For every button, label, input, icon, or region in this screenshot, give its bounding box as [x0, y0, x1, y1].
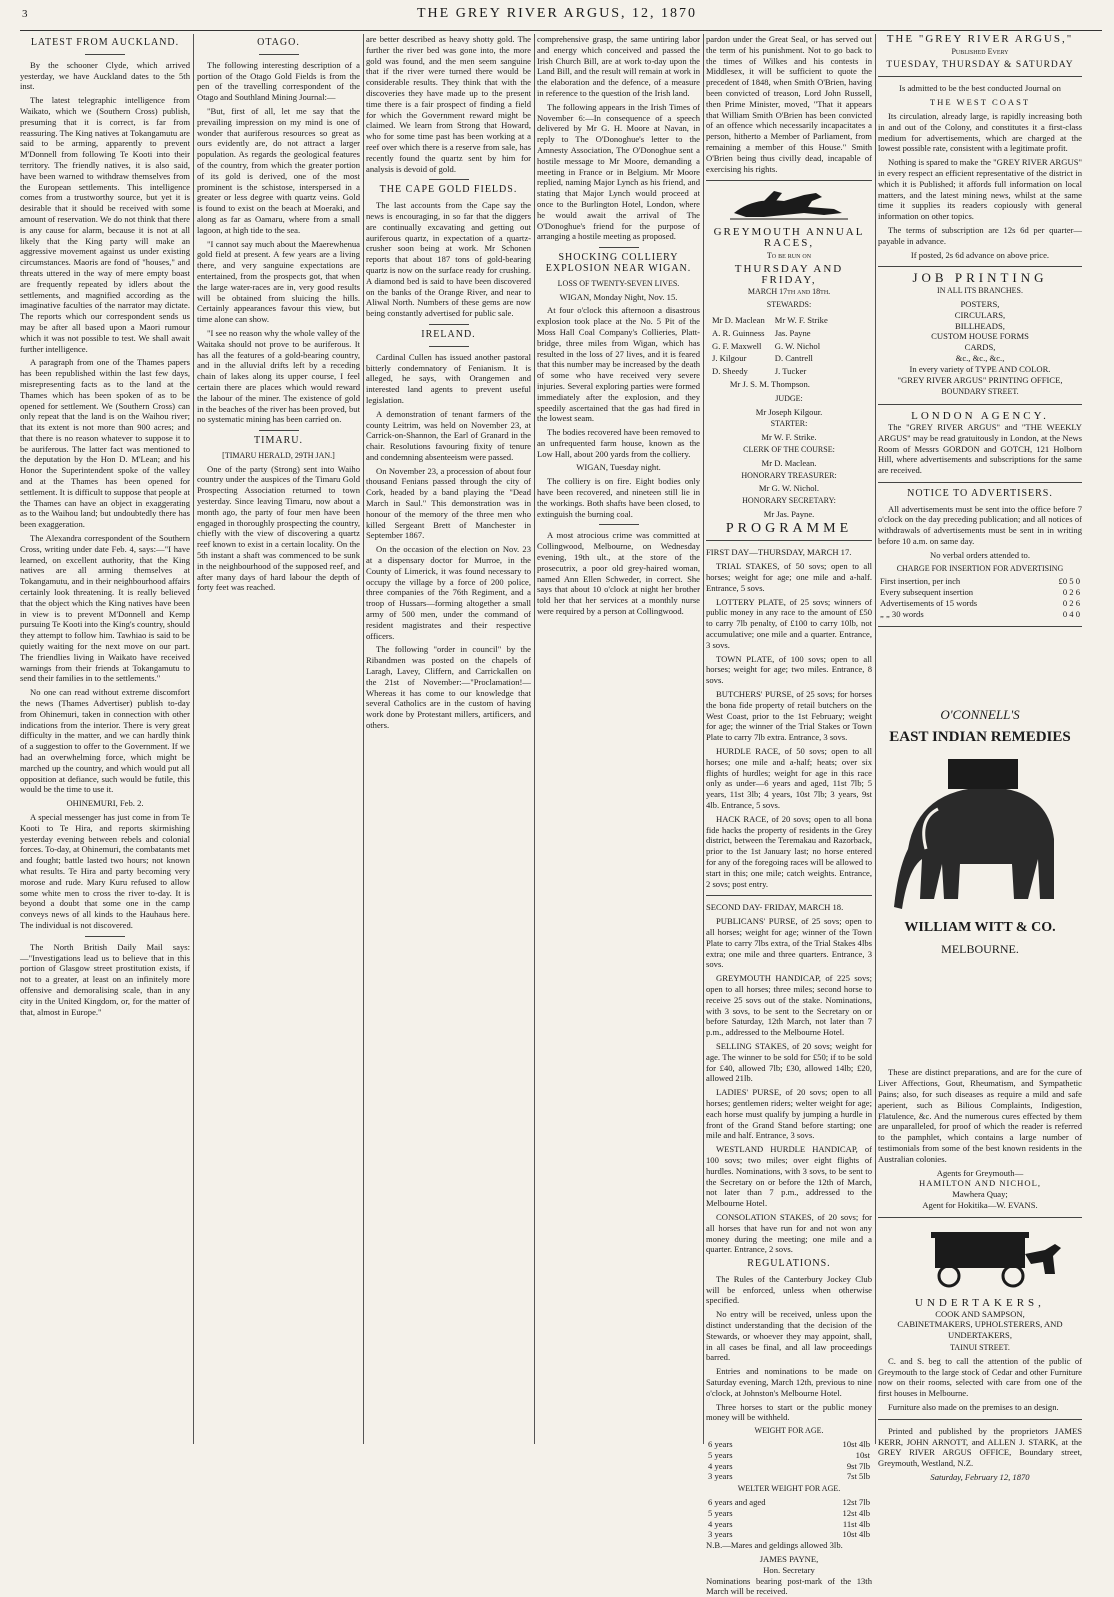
masthead-title: THE GREY RIVER ARGUS, 12, 1870: [417, 6, 697, 21]
imprint: Printed and published by the proprietors JAMES KERR, JOHN ARNOTT, and ALLEN J. STARK, at the GREY RIVER ARGUS OFFICE, Boundary street, Greymouth, Westland, N.Z.: [878, 1425, 1082, 1469]
charge-label: Advertisements of 15 words: [880, 598, 978, 609]
job-tail: In every variety of TYPE AND COLOR.: [909, 363, 1051, 374]
race-event: HACK RACE, of 20 sovs; open to all bona fide hacks the property of residents in the Grey district, between the Teremakau and Razorback, prior to the 1st January last; no horse entered for any of the foregoing races will be allowed to start in this; one mile; catch weights. Entrance, 2 sovs; post entry.: [706, 813, 872, 889]
elephant-advert-illustration: [878, 639, 1082, 1059]
note: Nominations bearing post-mark of the 13th March will be received.: [706, 1575, 872, 1597]
paragraph: A most atrocious crime was committed at Collingwood, Melbourne, on Wednesday evening, 19th ult., at the store of the prosecutrix, a poor old grey-haired woman, named Ann Ellen Schweder, in correct. She says that about 10 o'clock at night her brother told her that her services at a monthly nurse were required by a person at Collingwood.: [537, 530, 700, 617]
paragraph: On the occasion of the election on Nov. 23 at a dispensary doctor for Murroe, in the County of Limerick, it was found necessary to occupy the village by a force of 200 police, three companies of the 76th Regiment, and a troop of Hussars—forming altogether a small army of 500 men, under the command of resident magistrates and their respective officers.: [366, 544, 531, 641]
race-day-heading: FIRST DAY—THURSDAY, MARCH 17.: [706, 547, 852, 558]
agents-hokitika: Agent for Hokitika—W. EVANS.: [922, 1200, 1038, 1211]
paragraph: The following "order in council" by the Ribandmen was posted on the chapels of Laragh, Lavey, Cliffern, and Carrickallen on the 21st of November:—"Proclamation!—Whereas it has come to our knowledge that several Catholics are in the custom of having work done by Protestant millers, artificers, and others.: [366, 644, 531, 731]
steward: Mr D. Maclean: [712, 314, 765, 325]
divider: [429, 346, 469, 347]
paragraph: A paragraph from one of the Thames papers has been republished within the last few days, misrepresenting facts as to the land at the Thames which has been spoken of as to be opened for settlement. We (Southern Cross) can only repeat that the land is on the Waihou river; that its extent is not more than 900 acres; and that there is no reason whatever to suppose it to be auriferous. The latter fact was mentioned to the deputation by the Hon D. M'Lean; and his Honor the Superintendent spoke of the valley and at the Thames has been opened for settlement. It is difficult to suppose that people at the Thames can have an object in exaggerating as to the Waihou land; but undoubtedly there has been exaggeration.: [20, 357, 190, 530]
imprint-date: Saturday, February 12, 1870: [930, 1471, 1030, 1482]
page-number: 3: [22, 8, 30, 20]
divider: [429, 179, 469, 180]
column-4: [537, 34, 700, 1444]
job-printing-sub: IN ALL ITS BRANCHES.: [937, 286, 1023, 296]
hearse-icon: [895, 1224, 1065, 1294]
weight: 12st 4lb: [842, 1507, 870, 1518]
regulation: Entries and nominations to be made on Saturday evening, March 12th, previous to nine o'clock, at Johnston's Melbourne Hotel.: [706, 1366, 872, 1398]
divider: [259, 430, 299, 431]
race-event: LADIES' PURSE, of 20 sovs; open to all horses; gentlemen riders; welter weight for age; each horse must qualify by jumping a hurdle in front of the Grand Stand before starting; one mile and half. Entrance, 3 sovs.: [706, 1087, 872, 1141]
charge-price: 0 2 6: [1062, 587, 1080, 598]
dateline: WIGAN, Tuesday night.: [576, 462, 661, 473]
race-event: HURDLE RACE, of 50 sovs; open to all horses; one mile and a-half; heats; over six flights of hurdles; weight for age in this race only as under—6 years and aged, 11st 7lb; 5 years, 11st 3lb; 4 years, 10st 7lb; 3 years, 9st 4lb. Entrance, 5 sovs.: [706, 746, 872, 811]
charges-heading: CHARGE FOR INSERTION FOR ADVERTISING: [896, 563, 1064, 573]
weight: 9st 7lb: [846, 1460, 870, 1471]
race-event: BUTCHERS' PURSE, of 25 sovs; for horses the bona fide property of retail butchers on the West Coast, prior to the 1st February; weight for age; the winner of the Trial Stakes or Town Plate to carry 7lb extra. Entrance, 3 sovs.: [706, 689, 872, 743]
paragraph: The colliery is on fire. Eight bodies only have been recovered, and nineteen still lie in the workings. Both shafts have been closed, to extinguish the burning coal.: [537, 476, 700, 519]
agents-address: Mawhera Quay;: [952, 1189, 1008, 1200]
article-heading: THE CAPE GOLD FIELDS.: [379, 184, 518, 196]
signature: JAMES PAYNE,: [759, 1554, 819, 1565]
dateline: WIGAN, Monday Night, Nov. 15.: [559, 291, 678, 302]
paragraph: "I cannot say much about the Maerewhenua gold field at present. A few years are a living there, and very sanguine expectations are entertained, from the prospects got, that when the large water-races are in, very good results will be obtained from sluicing the hills. Certainly appearances favour this view, but time alone can show.: [197, 238, 360, 325]
steward: Jas. Payne: [774, 327, 811, 338]
paper-title: THE "GREY RIVER ARGUS,": [886, 33, 1074, 45]
official-role: CLERK OF THE COURSE:: [743, 444, 835, 454]
charge-label: Every subsequent insertion: [880, 587, 974, 598]
stewards-label: STEWARDS:: [766, 300, 812, 310]
programme-heading: PROGRAMME: [725, 520, 853, 536]
race-event: PUBLICANS' PURSE, of 25 sovs; open to all horses; weight for age; winner of the Town Plate to carry 7lbs extra, of the Trial Stakes 4lbs extra; one mile and three quarters. Entrance, 3 sovs.: [706, 916, 872, 970]
age: 3 years: [708, 1471, 733, 1482]
job-item: BILLHEADS,: [955, 320, 1005, 331]
steward: A. R. Guinness: [712, 327, 765, 338]
charges-table: [878, 576, 1082, 619]
undertakers-address: TAINUI STREET.: [950, 1343, 1010, 1352]
race-event: GREYMOUTH HANDICAP, of 225 sovs; open to all horses; three miles; second horse to receive 25 sovs out of the stake. Nominations, with 3 sovs, to be sent to the Secretary on or before Saturday, 12th March, not later than 7 p.m., addressed to the Melbourne Hotel.: [706, 973, 872, 1038]
official-role: STARTER:: [770, 419, 808, 429]
agents-name: HAMILTON AND NICHOL,: [919, 1178, 1041, 1189]
paragraph: Furniture also made on the premises to an design.: [888, 1401, 1059, 1412]
divider: [599, 524, 639, 525]
weights-heading: WEIGHT FOR AGE.: [754, 1426, 824, 1436]
job-printing-heading: JOB PRINTING: [912, 270, 1048, 286]
race-event: TOWN PLATE, of 100 sovs; open to all horses; weight for age; two miles. Entrance, 8 sovs.: [706, 653, 872, 686]
steward: Mr J. S. M. Thompson.: [729, 378, 810, 389]
charge-label: First insertion, per inch: [880, 576, 961, 587]
paragraph: At four o'clock this afternoon a disastrous explosion took place at the No. 5 Pit of the Moss Hall Coal Company's Collieries, Platt-bridge, three miles from Wigan, which has resulted in the loss of 27 lives, and it is feared that this number may be increased by the death of some who have received very severe injuries. Several exploring parties were formed immediately after the explosion, and they speedily ascertained that the gas had fired in the lowest seam.: [537, 305, 700, 424]
publish-days: TUESDAY, THURSDAY & SATURDAY: [886, 59, 1074, 70]
paragraph: If posted, 2s 6d advance on above price.: [910, 249, 1050, 260]
weight: 10st 4lb: [842, 1529, 870, 1540]
divider: [85, 54, 125, 55]
steward: J. Kilgour: [712, 353, 747, 364]
paragraph: Its circulation, already large, is rapidly increasing both in and out of the Colony, and constitutes it a first-class medium for advertisements, which are charged at the lowest possible rate, consistent with a legitimate profit.: [878, 110, 1082, 154]
race-event: LOTTERY PLATE, of 25 sovs; winners of public money in any race to the amount of £50 to carry 7lb penalty, of £100 to carry 10lb, not accumulative; one mile and a quarter. Entrance, 3 sovs.: [706, 596, 872, 650]
paragraph: "But, first of all, let me say that the prevailing impression on my mind is one of wonder that auriferous resources so great as ours evidently are, do not attract a larger population. As regards the geological features of the country, from which the greater portion of its gold is derived, one of the most prominent is the schistose, interspersed in a greater or less degree with quartz veins. Gold is found to exist on the beach at Moeraki, and along as far as Oamaru, where from a small lagoon, at high tide to the sea.: [197, 105, 360, 235]
divider: [878, 266, 1082, 267]
divider: [878, 626, 1082, 627]
official-role: HONORARY TREASURER:: [741, 470, 837, 480]
age: 4 years: [708, 1460, 733, 1471]
article-subheading: [TIMARU HERALD, 29TH JAN.]: [222, 450, 335, 460]
welter-heading: WELTER WEIGHT FOR AGE.: [737, 1484, 841, 1494]
paragraph: The North British Daily Mail says:—"Investigations lead us to believe that in this portion of Glasgow street prostitution exists, if not to a greater, at least on an infinitely more offensive and demoralising scale, than in any city in the United Kingdom, or, for the matter of that, almost in Europe.": [20, 941, 190, 1017]
race-event: TRIAL STAKES, of 50 sovs; open to all horses; weight for age; one mile and a-half. Entrance, 5 sovs.: [706, 561, 872, 593]
agents-label: Agents for Greymouth—: [936, 1167, 1024, 1178]
paragraph: These are distinct preparations, and are for the cure of Liver Affections, Gout, Rheumatism, and Sympathetic Pains; also, for such diseases as require a mild and safe aperient, such as Bilious Complaints, Indigestion, Flatulence, &c. And the numerous cures effected by them are unparalleled, for proof of which the reader is referred to the pamphlet, which contains a large number of testimonials from some of the best known residents in the Australian colonies.: [878, 1067, 1082, 1164]
racehorse-icon: [724, 187, 854, 223]
column-1: [20, 34, 190, 1444]
divider: [878, 482, 1082, 483]
published-label: Published Every: [951, 46, 1009, 56]
weight: 10st 4lb: [842, 1439, 870, 1450]
races-days: THURSDAY AND FRIDAY,: [734, 262, 844, 286]
article-heading: IRELAND.: [421, 328, 476, 340]
race-event: SELLING STAKES, of 20 sovs; weight for age. The winner to be sold for £50; if to be sold for £40, allowed 7lb; £30, allowed 14lb; £20, allowed 21lb.: [706, 1040, 872, 1084]
advert-line: WILLIAM WITT & CO.: [904, 919, 1056, 935]
paragraph: The latest telegraphic intelligence from Waikato, which we (Southern Cross) publish, presuming that it is correct, is far from reassuring. The King natives at Tokangamutu are said to be arming, apparently to prevent M'Donnell from following Te Kooti into their territory. The friendly natives, it is also said, have been warned to withdraw themselves from the European settlements. This intelligence comes from a trustworthy source, but yet it is desirable that it should be received with some amount of reservation. We do not think that there is any cause for alarm, because it is not at all likely that the King party will make an aggressive movement against us under existing circumstances. Maoris are fond of "houses," and threats uttered in the way of mere empty boast are frequently repeated by idlers about the settlements, and magnified according as the imaginative faculties of the narrator may dictate. The reports which our correspondent sends us may be after all based upon a Maori rumour which it was not possible to test. We shall await further intelligence.: [20, 95, 190, 354]
column-rule: [534, 34, 535, 1444]
divider: [878, 1217, 1082, 1218]
job-item: &c., &c., &c.,: [955, 352, 1005, 363]
official-name: Mr W. F. Strike.: [761, 432, 817, 443]
paragraph: On November 23, a procession of about four thousand Fenians passed through the city of Cork, headed by a band playing the "Dead March in Saul." This demonstration was in honour of the memory of the three men who killed Sergeant Brett of Manchester in September 1867.: [366, 465, 531, 541]
steward: Mr W. F. Strike: [774, 314, 828, 325]
age: 3 years: [708, 1529, 733, 1540]
paragraph: By the schooner Clyde, which arrived yesterday, we have Auckland dates to the 5th inst.: [20, 59, 190, 92]
notice-heading: NOTICE TO ADVERTISERS.: [907, 487, 1053, 499]
races-subtitle: To be run on: [766, 250, 812, 260]
advert-line: MELBOURNE.: [941, 941, 1019, 956]
official-name: Mr D. Maclean.: [761, 457, 817, 468]
age: 6 years: [708, 1439, 733, 1450]
paragraph: The bodies recovered have been removed to an unfrequented farm house, known as the Low Hall, about 200 yards from the colliery.: [537, 427, 700, 459]
regulation: The Rules of the Canterbury Jockey Club will be enforced, unless when otherwise specified.: [706, 1273, 872, 1306]
paragraph: comprehensive grasp, the same untiring labor and energy which conceived and passed the Irish Church Bill, are at work to-day upon the Land Bill, and the result will remain at work in the elaboration and the defence, of a measure in reference to the question of the Irish land.: [537, 34, 700, 98]
advert-line: EAST INDIAN REMEDIES: [889, 728, 1071, 745]
office-name: "GREY RIVER ARGUS" PRINTING OFFICE,: [897, 374, 1063, 385]
paragraph: No one can read without extreme discomfort the news (Thames Advertiser) publish to-day from Ohinemuri, taken in connection with other indications from the interior. There is very great difficulty in the matter, and we can hardly think of a suggestion to offer to the Government. If we had an overwhelming force, which might be marched up the country, and which would put all opposition at defiance, such would be futile, this would be the time to use it.: [20, 687, 190, 795]
weight: 7st 5lb: [846, 1471, 870, 1482]
regulation: Three horses to start or the public money money will be withheld.: [706, 1401, 872, 1423]
column-rule: [193, 34, 194, 1444]
steward: G. F. Maxwell: [712, 340, 762, 351]
column-rule: [875, 34, 876, 1444]
welter-table: [706, 1497, 872, 1540]
weight: 11st 4lb: [842, 1518, 870, 1529]
article-subheading: LOSS OF TWENTY-SEVEN LIVES.: [557, 278, 680, 288]
office-street: BOUNDARY STREET.: [941, 387, 1019, 397]
official-role: JUDGE:: [775, 393, 803, 403]
column-6: [878, 33, 1082, 1482]
race-event: CONSOLATION STAKES, of 20 sovs; for all horses that have run for and not won any money during the meeting; one mile and a quarter. Entrance, 2 sovs.: [706, 1211, 872, 1255]
steward: D. Sheedy: [712, 366, 748, 377]
undertakers-trade: CABINETMAKERS, UPHOLSTERERS, AND UNDERTAKERS,: [897, 1319, 1063, 1341]
paragraph: are better described as heavy shotty gold. The further the river bed was gone into, the more gold was found, and the men seem sanguine that if the river were turned there would be considerable results. They think that with the discoveries they have made up to the present time there is a fair prospect of finding a field for which the Government reward might be claimed. We learn from Strong that Howard, who for some time past has been working at a reef over which there is a reserve from sale, has recently found the quartz sent by him for analysis is devoid of gold.: [366, 34, 531, 174]
divider: [878, 76, 1082, 77]
paragraph: THE WEST COAST: [929, 97, 1031, 108]
paragraph: C. and S. beg to call the attention of the public of Greymouth to the large stock of Cedar and other Furniture now on their rooms, selected with care from one of the first houses in Melbourne.: [878, 1355, 1082, 1399]
age: 4 years: [708, 1518, 733, 1529]
article-heading: LATEST FROM AUCKLAND.: [30, 37, 180, 48]
paragraph: One of the party (Strong) sent into Waiho country under the auspices of the Timaru Gold Prospecting Association returned to town yesterday. Since leaving Timaru, now about a month ago, the party of four men have been engaged in thoroughly prospecting the country, chiefly with the view of discovering a quartz reef known to exist in a certain locality. On the 5th instant a shaft was commenced to be sunk in the neighbourhood of the supposed reef, and after many days of hard labour the depth of forty feet was reached.: [197, 463, 360, 593]
stewards-table: [706, 313, 834, 392]
age: 6 years and aged: [708, 1497, 766, 1508]
undertakers-name: COOK AND SAMPSON,: [935, 1308, 1025, 1319]
weight-table: [706, 1439, 872, 1482]
masthead: [0, 6, 1114, 28]
divider: [429, 324, 469, 325]
race-day-heading: SECOND DAY- FRIDAY, MARCH 18.: [706, 902, 844, 913]
paragraph: The last accounts from the Cape say the news is encouraging, in so far that the diggers are continually excavating and getting out auriferous quartz, in expectation of a quartz-crusher soon being at work. Mr Schonen reports that about 187 tons of gold-bearing quartz is now on the surface ready for crushing. A diamond bed is said to have been discovered on the banks of the Orange River, and near to Aliwal North. Numbers of these gems are now being constantly advertised for public sale.: [366, 200, 531, 319]
article-heading: SHOCKING COLLIERY EXPLOSION NEAR WIGAN.: [545, 252, 692, 274]
steward: J. Tucker: [774, 366, 807, 377]
divider: [706, 180, 872, 181]
column-rule: [703, 34, 704, 1444]
divider: [706, 895, 872, 896]
paragraph: The following appears in the Irish Times of November 6:—In consequence of a speech delivered by Mr G. H. Moore at Navan, in reply to The O'Donoghue's letter to the Amnesty Association, The O'Donoghue sent a hostile message to Mr Moore, demanding a meeting in France or in Belgium. Mr Moore replied, naming Major Lynch as his friend, and stating that Major Lynch would proceed at once to the Burlington Hotel, London, where he would await the arrival of The O'Donoghue's friend for the purpose of arranging a hostile meeting as proposed.: [537, 101, 700, 242]
divider: [85, 936, 125, 937]
official-name: Mr Joseph Kilgour.: [755, 406, 823, 417]
paragraph: A demonstration of tenant farmers of the county Leitrim, was held on November 23, at Carrick-on-Shannon, the Earl of Granard in the chair. Resolutions favouring fixity of tenure and condemning absenteeism were passed.: [366, 408, 531, 462]
undertakers-heading: UNDERTAKERS,: [915, 1296, 1045, 1309]
divider: [599, 247, 639, 248]
advert-line: O'CONNELL'S: [940, 706, 1020, 722]
note: N.B.—Mares and geldings allowed 3lb.: [706, 1540, 843, 1551]
steward: D. Cantrell: [774, 353, 813, 364]
official-name: Mr G. W. Nichol.: [758, 483, 820, 494]
column-3: [366, 34, 531, 1444]
london-agency-heading: LONDON AGENCY.: [911, 410, 1049, 423]
charge-price: 0 4 0: [1062, 608, 1080, 619]
divider: [878, 1419, 1082, 1420]
divider: [706, 540, 872, 541]
article-heading: TIMARU.: [254, 435, 303, 447]
steward: G. W. Nichol: [774, 340, 821, 351]
divider: [259, 54, 299, 55]
paragraph: No verbal orders attended to.: [930, 549, 1030, 560]
paragraph: "I see no reason why the whole valley of the Waitaka should not prove to be auriferous. It has all the features of a gold-bearing country, and in the alluvial drifts left by a receding chain of lakes along its upper course, I feel certain there are places which would reward the labour of the miner. The existence of gold in the beaches of the river has been proved, but no systematic mining has been carried on.: [197, 327, 360, 425]
job-item: POSTERS,: [960, 298, 1000, 309]
regulation: No entry will be received, unless upon the distinct understanding that the decision of the Stewards, or whoever they may appoint, shall, in all cases be final, and all law proceedings barred.: [706, 1309, 872, 1363]
top-rule: [20, 30, 1102, 31]
races-dates: MARCH 17th and 18th.: [747, 287, 831, 297]
job-item: CIRCULARS,: [954, 309, 1006, 320]
paragraph: A special messenger has just come in from Te Kooti to Te Hira, and reports skirmishing yesterday evening between rebels and colonial forces. To-day, at Ohinemuri, the combatants met and fought; battle lasted two hours; not known what results. Te Hira and party becoming very morose and rude. Mary Kuru refused to allow some white men to cross the river to-day. It is beyond a doubt that some one in the camp conveys news of all kinds to the Hauhaus here. The individual is not discovered.: [20, 811, 190, 930]
column-5: [706, 34, 872, 1597]
paragraph: The "GREY RIVER ARGUS" and "THE WEEKLY ARGUS" may be read gratuitously in London, at the News Room of Messrs GORDON and GOTCH, 121 Holborn Hill, where advertisements and subscriptions for the same are received.: [878, 421, 1082, 476]
paragraph: Cardinal Cullen has issued another pastoral bitterly condemnatory of Fenianism. It is alleged, he says, with Orangemen and interested land agents to prevent useful legislation.: [366, 351, 531, 405]
paragraph: The following interesting description of a portion of the Otago Gold Fields is from the pen of the travelling correspondent of the Otago and Southland Mining Journal:—: [197, 59, 360, 103]
weight: 10st: [855, 1449, 870, 1460]
article-heading: OTAGO.: [257, 37, 300, 48]
race-event: WESTLAND HURDLE HANDICAP, of 100 sovs; two miles; over eight flights of hurdles. Nominations, with 3 sovs, to be sent to the Secretary on or before the 12th of March, not later than 7 p.m., addressed to the Melbourne Hotel.: [706, 1144, 872, 1209]
paragraph: The Alexandra correspondent of the Southern Cross, writing under date Feb. 4, says:—"I have learned, on excellent authority, that the King natives are all arming themselves at Tokangamutu, and in their neighbourhood affairs certainly look threatening. It is really believed that the object which the King natives have been in view is to prevent M'Donnell and Kemp pursuing Te Kooti into the King's country, should they attempt to follow him. Tawhiao is said to be quietly waiting for the next move on our part. The friendlies living in Waikato have received warnings from their friends at Tokangamutu to send their families in to the settlements.": [20, 533, 190, 684]
paragraph: Is admitted to be the best conducted Journal on: [899, 83, 1061, 94]
column-2: [197, 34, 360, 1444]
official-role: HONORARY SECRETARY:: [742, 496, 836, 506]
charge-price: £0 5 0: [1058, 576, 1080, 587]
races-title: GREYMOUTH ANNUAL RACES,: [713, 226, 865, 250]
charge-price: 0 2 6: [1062, 598, 1080, 609]
divider: [878, 404, 1082, 405]
column-rule: [363, 34, 364, 1444]
job-item: CARDS,: [964, 342, 996, 353]
job-item: CUSTOM HOUSE FORMS: [931, 331, 1029, 342]
paragraph: All advertisements must be sent into the office before 7 o'clock on the day preceding publication; and all notices of withdrawals of advertisements must be sent in in writing before 10 a.m. on same day.: [878, 503, 1082, 547]
dateline: OHINEMURI, Feb. 2.: [66, 798, 144, 809]
age: 5 years: [708, 1449, 733, 1460]
paragraph: pardon under the Great Seal, or has served out the term of his punishment. Not to go back to the times of Wilkes and his contests in Middlesex, it will be sufficient to quote the precedent of 1848, when Smith O'Brien, having been convicted of treason, Lord John Russell, then Prime Minister, moved, "That it appears that William Smith O'Brien has been convicted of an offence which necessarily incapacitates a person, hitherto a Member of Parliament, from remaining a member of this House." Smith O'Brien being thus civilly dead, incapable of exercising his rights.: [706, 34, 872, 174]
signature-title: Hon. Secretary: [763, 1564, 815, 1575]
paragraph: The terms of subscription are 12s 6d per quarter—payable in advance.: [878, 224, 1082, 246]
paragraph: Nothing is spared to make the "GREY RIVER ARGUS" in every respect an efficient representative of the district in which it is Published; it affords full information on local matters, and the latest mining news, whilst at the same time it supplies its readers copiously with general information on other topics.: [878, 157, 1082, 222]
regulations-heading: REGULATIONS.: [747, 1258, 831, 1270]
official-name: Mr Jas. Payne.: [763, 508, 815, 519]
weight: 12st 7lb: [842, 1497, 870, 1508]
age: 5 years: [708, 1507, 733, 1518]
charge-label: „ „ 30 words: [880, 608, 924, 619]
